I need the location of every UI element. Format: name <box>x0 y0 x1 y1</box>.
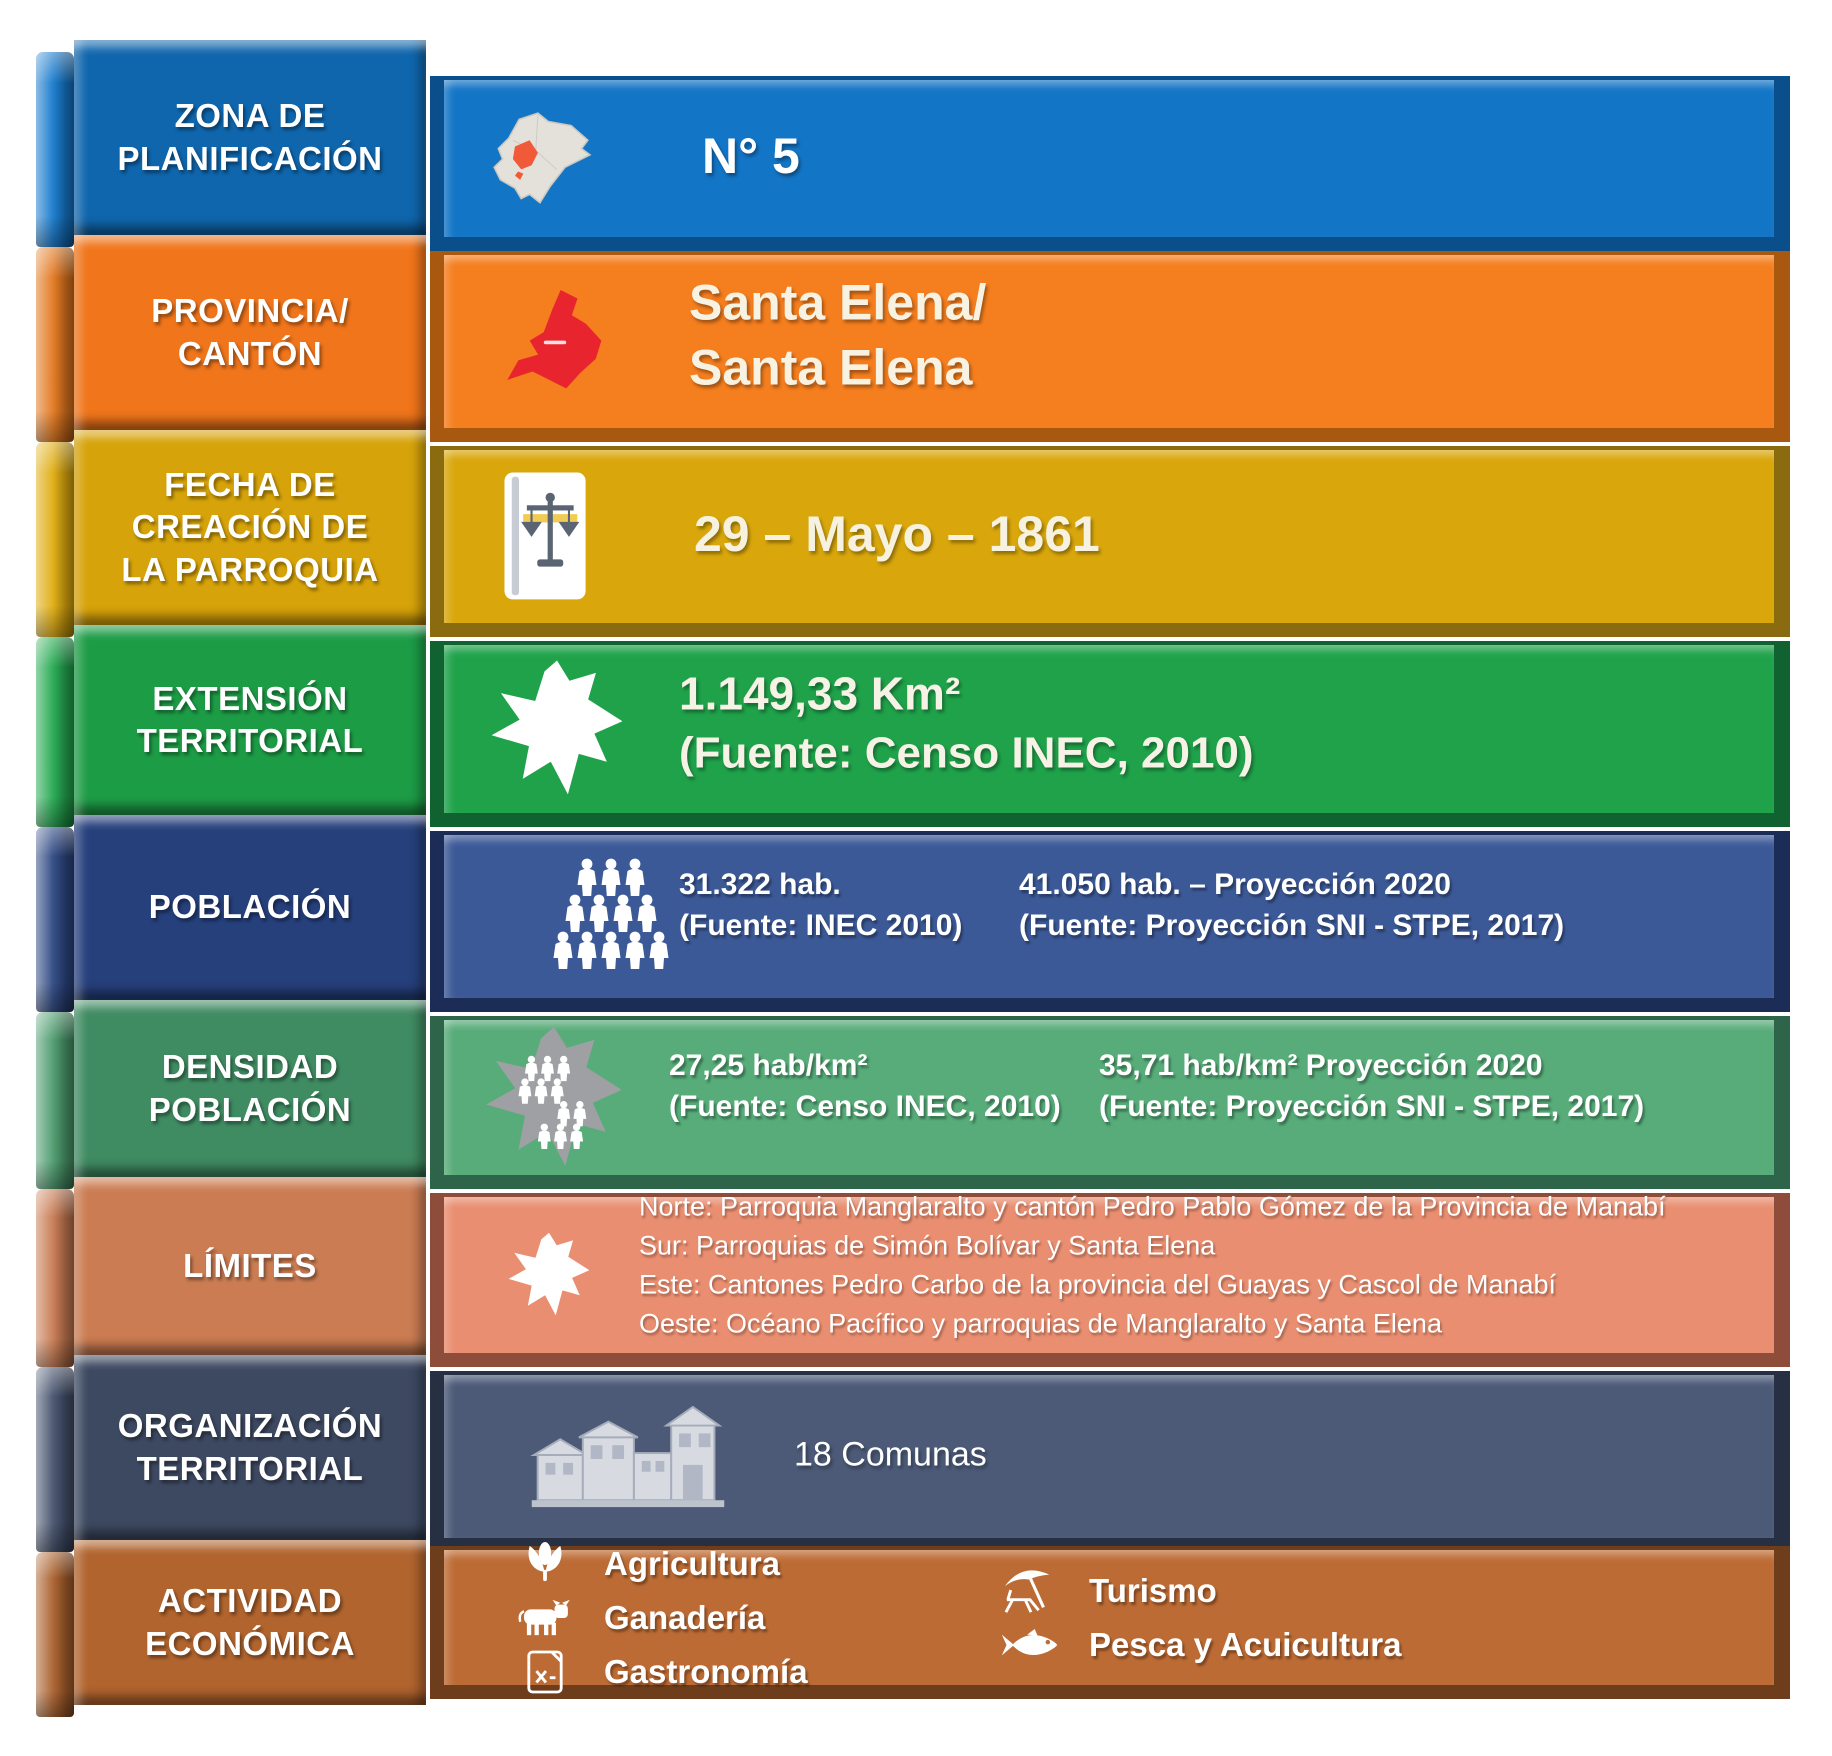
density-map-people-icon <box>470 1014 638 1182</box>
poblacion-2020-value: 41.050 hab. – Proyección 2020 <box>1019 867 1451 901</box>
label-line: CANTÓN <box>177 334 323 372</box>
spine-segment <box>36 247 74 442</box>
spine-segment <box>36 1367 74 1552</box>
row-label <box>74 815 426 1000</box>
poblacion-2010 <box>679 864 962 947</box>
row-label <box>74 235 426 430</box>
santa-elena-province-icon <box>496 272 614 412</box>
row-organizacion-territorial <box>36 1355 1796 1540</box>
label-line: CREACIÓN DE <box>131 508 369 546</box>
spine-segment <box>36 1189 74 1367</box>
label-line: EXTENSIÓN <box>152 679 348 717</box>
label-line: ACTIVIDAD <box>157 1582 343 1620</box>
spine-segment <box>36 1012 74 1189</box>
econ-label: Agricultura <box>604 1544 781 1582</box>
value-source: (Fuente: Censo INEC, 2010) <box>679 728 1254 778</box>
row-band <box>430 446 1790 637</box>
econ-left-group <box>514 1540 808 1696</box>
provincia-value <box>689 270 986 400</box>
econ-right-group <box>999 1567 1401 1669</box>
organizacion-value: 18 Comunas <box>794 1435 987 1474</box>
label-line: LÍMITES <box>183 1246 317 1284</box>
row-band <box>430 1371 1790 1552</box>
poblacion-2010-value: 31.322 hab. <box>679 867 841 901</box>
row-label <box>74 1540 426 1705</box>
row-fecha-creacion <box>36 430 1796 625</box>
territory-shape-icon <box>476 650 638 808</box>
row-provincia-canton <box>36 235 1796 430</box>
limite-sur: Sur: Parroquias de Simón Bolívar y Santa Elena <box>639 1230 1216 1261</box>
row-band <box>430 831 1790 1012</box>
row-label <box>74 1355 426 1540</box>
row-label <box>74 625 426 815</box>
corn-icon <box>514 1541 576 1587</box>
village-buildings-icon <box>522 1402 734 1512</box>
row-label <box>74 430 426 625</box>
econ-item-pesca <box>999 1621 1401 1669</box>
row-label <box>74 40 426 235</box>
spine-segment <box>36 637 74 827</box>
cow-icon <box>514 1598 576 1638</box>
value-line: 1.149,33 Km² <box>679 667 961 720</box>
limites-lines <box>639 1187 1754 1344</box>
poblacion-2010-source: (Fuente: INEC 2010) <box>679 908 963 942</box>
law-book-scales-icon <box>492 464 596 610</box>
row-densidad-poblacion <box>36 1000 1796 1177</box>
densidad-2020-value: 35,71 hab/km² Proyección 2020 <box>1099 1048 1543 1082</box>
row-label <box>74 1000 426 1177</box>
label-line: ORGANIZACIÓN <box>117 1407 383 1445</box>
densidad-2010-source: (Fuente: Censo INEC, 2010) <box>669 1089 1061 1123</box>
row-band <box>430 1546 1790 1699</box>
row-band <box>430 251 1790 442</box>
label-line: POBLACIÓN <box>148 888 352 926</box>
row-band <box>430 1016 1790 1189</box>
econ-item-agricultura <box>514 1540 808 1588</box>
extension-value <box>679 664 1254 783</box>
row-band <box>430 641 1790 827</box>
econ-label: Pesca y Acuicultura <box>1089 1625 1402 1663</box>
fecha-value: 29 – Mayo – 1861 <box>694 505 1100 562</box>
spine-segment <box>36 52 74 247</box>
spine-segment <box>36 1552 74 1717</box>
econ-item-ganaderia <box>514 1594 808 1642</box>
densidad-2020-source: (Fuente: Proyección SNI - STPE, 2017) <box>1099 1089 1645 1123</box>
menu-icon <box>514 1648 576 1696</box>
spine-segment <box>36 442 74 637</box>
territory-shape-icon <box>499 1205 599 1345</box>
econ-item-turismo <box>999 1567 1401 1615</box>
row-poblacion <box>36 815 1796 1000</box>
poblacion-2020-source: (Fuente: Proyección SNI - STPE, 2017) <box>1019 908 1565 942</box>
row-label <box>74 1177 426 1355</box>
row-actividad-economica <box>36 1540 1796 1705</box>
econ-label: Turismo <box>1089 1571 1217 1609</box>
label-line: DENSIDAD <box>161 1048 339 1086</box>
label-line: FECHA DE <box>164 466 336 504</box>
densidad-2020 <box>1099 1045 1644 1128</box>
label-line: POBLACIÓN <box>148 1090 352 1128</box>
row-band <box>430 1193 1790 1367</box>
label-line: ECONÓMICA <box>145 1624 355 1662</box>
label-line: TERRITORIAL <box>136 722 364 759</box>
econ-label: Ganadería <box>604 1598 766 1636</box>
econ-label: Gastronomía <box>604 1652 808 1690</box>
densidad-2010 <box>669 1045 1061 1128</box>
limite-oeste: Oeste: Océano Pacífico y parroquias de Manglaralto y Santa Elena <box>639 1308 1442 1339</box>
label-line: PROVINCIA/ <box>151 292 349 330</box>
limite-este: Este: Cantones Pedro Carbo de la provincia del Guayas y Cascol de Manabí <box>639 1269 1557 1300</box>
spine-segment <box>36 827 74 1012</box>
label-line: LA PARROQUIA <box>121 550 379 588</box>
label-line: ZONA DE <box>174 97 326 135</box>
ecuador-map-icon <box>482 109 600 209</box>
poblacion-2020 <box>1019 864 1564 947</box>
densidad-2010-value: 27,25 hab/km² <box>669 1048 868 1082</box>
row-limites <box>36 1177 1796 1355</box>
limite-norte: Norte: Parroquia Manglaralto y cantón Pedro Pablo Gómez de la Provincia de Manabí <box>639 1191 1666 1222</box>
value-line: Santa Elena/ <box>689 274 987 330</box>
beach-umbrella-icon <box>999 1565 1061 1617</box>
value-line: Santa Elena <box>689 339 973 395</box>
population-people-icon <box>536 856 686 978</box>
label-line: PLANIFICACIÓN <box>117 139 383 177</box>
row-band <box>430 76 1790 251</box>
fish-icon <box>999 1627 1061 1663</box>
zona-value: N° 5 <box>702 127 800 184</box>
label-line: TERRITORIAL <box>136 1449 364 1487</box>
row-zona-de-planificacion <box>36 40 1796 235</box>
econ-item-gastronomia <box>514 1648 808 1696</box>
row-extension-territorial <box>36 625 1796 815</box>
